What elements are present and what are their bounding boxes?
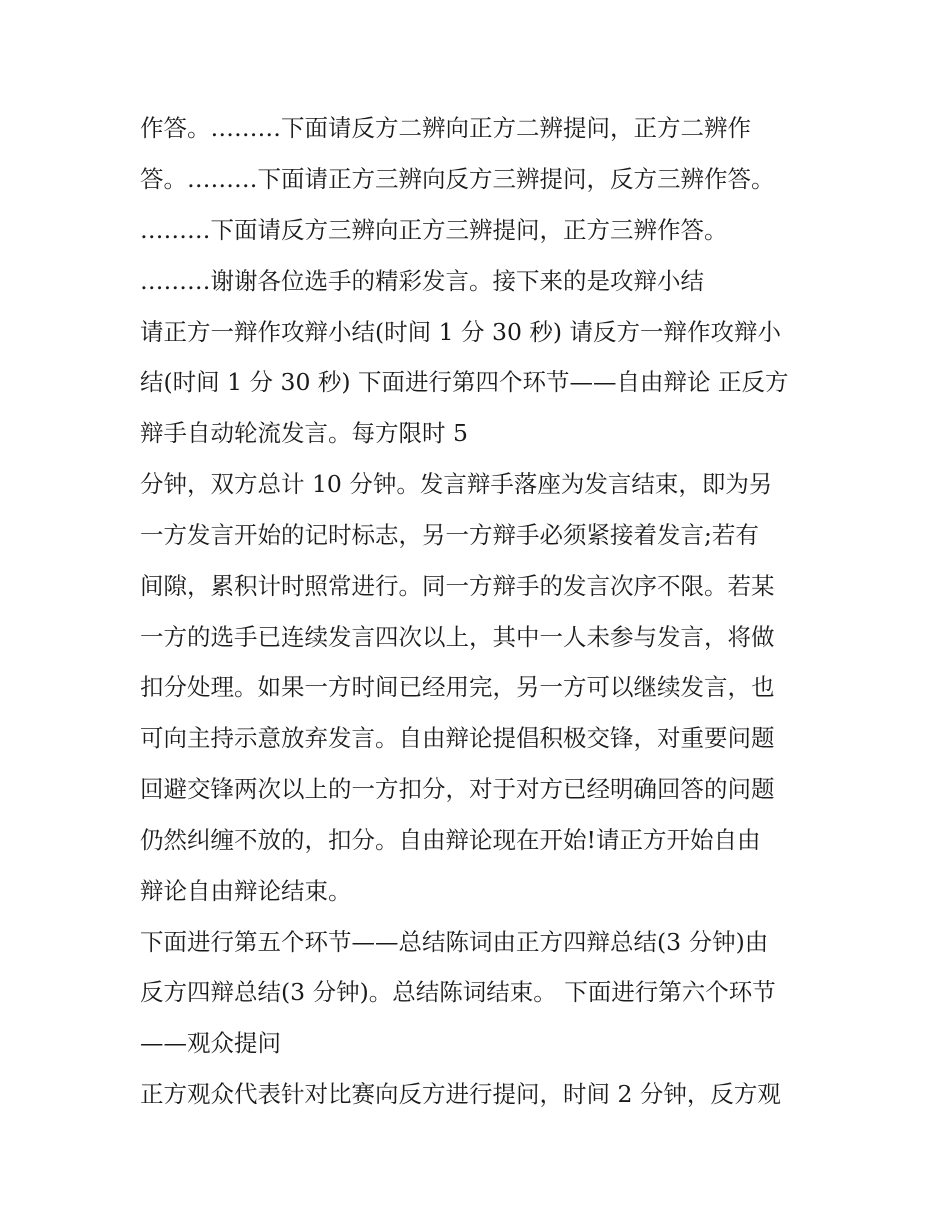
text-line: 间隙，累积计时照常进行。同一方辩手的发言次序不限。若某 [140, 572, 775, 600]
text-line: 答。………下面请正方三辨向反方三辨提问，反方三辨作答。 [140, 165, 775, 193]
text-line: 辩手自动轮流发言。每方限时 5 [140, 419, 468, 447]
text-line: ………谢谢各位选手的精彩发言。接下来的是攻辩小结 [140, 267, 704, 295]
text-line: 结(时间 1 分 30 秒) 下面进行第四个环节——自由辩论 正反方 [140, 368, 789, 396]
text-line: 仍然纠缠不放的，扣分。自由辩论现在开始!请正方开始自由 [140, 826, 761, 854]
text-line: 请正方一辩作攻辩小结(时间 1 分 30 秒) 请反方一辩作攻辩小 [140, 318, 782, 346]
text-line: 扣分处理。如果一方时间已经用完，另一方可以继续发言，也 [140, 673, 775, 701]
text-line: 辩论自由辩论结束。 [140, 877, 352, 905]
text-line: ——观众提问 [140, 1029, 281, 1057]
text-line: 下面进行第五个环节——总结陈词由正方四辩总结(3 分钟)由 [140, 928, 769, 956]
text-line: 正方观众代表针对比赛向反方进行提问，时间 2 分钟，反方观 [140, 1080, 781, 1108]
text-line: 作答。………下面请反方二辨向正方二辨提问，正方二辨作 [140, 114, 751, 142]
text-line: 一方的选手已连续发言四次以上，其中一人未参与发言，将做 [140, 623, 775, 651]
text-line: 分钟，双方总计 10 分钟。发言辩手落座为发言结束，即为另 [140, 470, 773, 498]
text-line: 可向主持示意放弃发言。自由辩论提倡积极交锋，对重要问题 [140, 724, 775, 752]
text-line: 反方四辩总结(3 分钟)。总结陈词结束。 下面进行第六个环节 [140, 978, 776, 1006]
text-line: 一方发言开始的记时标志，另一方辩手必须紧接着发言;若有 [140, 521, 759, 549]
text-line: 回避交锋两次以上的一方扣分，对于对方已经明确回答的问题 [140, 775, 775, 803]
text-line: ………下面请反方三辨向正方三辨提问，正方三辨作答。 [140, 216, 728, 244]
